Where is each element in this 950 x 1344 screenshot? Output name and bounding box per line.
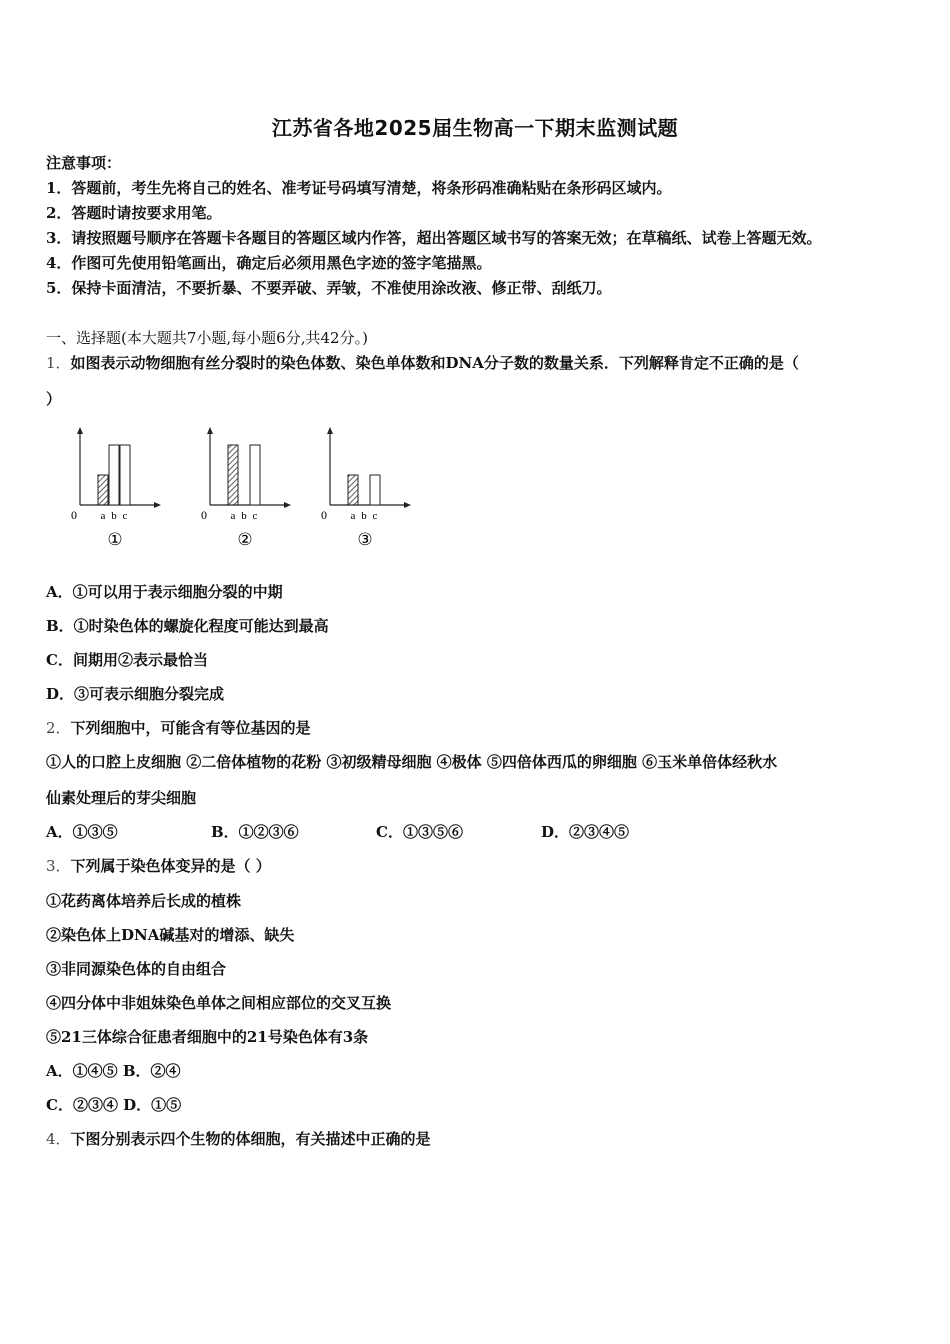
question-2-items-cont: 仙素处理后的芽尖细胞	[46, 789, 197, 807]
notice-item: 5．保持卡面清洁，不要折暴、不要弄破、弄皱，不准使用涂改液、修正带、刮纸刀。	[46, 279, 612, 297]
chart-caption: ②	[237, 530, 253, 550]
bar-chart-3	[320, 425, 420, 555]
question-text: 如图表示动物细胞有丝分裂时的染色体数、染色单体数和DNA分子数的数量关系．下列解释肯定不正确的是（	[70, 354, 799, 372]
question-1-cont: ）	[46, 390, 62, 408]
tick-label-b: b	[241, 510, 247, 522]
option-c[interactable]: C．①③⑤⑥	[376, 823, 463, 841]
y-axis-arrow	[327, 427, 333, 434]
list-item: ⑤21三体综合征患者细胞中的21号染色体有3条	[46, 1028, 369, 1046]
question-number: 1．	[46, 354, 71, 372]
notice-item: 4．作图可先使用铅笔画出，确定后必须用黑色字迹的签字笔描黑。	[46, 254, 492, 272]
option-row[interactable]: A．①④⑤ B．②④	[46, 1062, 181, 1080]
option-a[interactable]: A．①可以用于表示细胞分裂的中期	[46, 583, 283, 601]
x-axis-arrow	[284, 502, 291, 508]
option-d[interactable]: D．②③④⑤	[541, 823, 630, 841]
chart-caption: ①	[107, 530, 123, 550]
x-axis-arrow	[154, 502, 161, 508]
tick-label-a: a	[100, 510, 106, 522]
tick-label-a: a	[230, 510, 236, 522]
question-text: 下图分别表示四个生物的体细胞，有关描述中正确的是	[70, 1130, 431, 1148]
section-heading: 一、选择题(本大题共7小题,每小题6分,共42分。)	[46, 329, 368, 347]
option-d[interactable]: D．③可表示细胞分裂完成	[46, 685, 225, 703]
option-b[interactable]: B．①②③⑥	[211, 823, 299, 841]
tick-label-b: b	[361, 510, 367, 522]
axis-origin-label: 0	[321, 508, 327, 522]
question-2-items: ①人的口腔上皮细胞 ②二倍体植物的花粉 ③初级精母细胞 ④极体 ⑤四倍体西瓜的卵细胞 ⑥玉米单倍体经秋水	[46, 753, 778, 771]
question-3	[46, 855, 271, 876]
bar-a	[228, 445, 238, 505]
chart-svg	[70, 425, 170, 555]
tick-label-c: c	[122, 510, 128, 522]
question-text: 下列细胞中，可能含有等位基因的是	[70, 719, 311, 737]
list-item: ④四分体中非姐妹染色单体之间相应部位的交叉互换	[46, 994, 392, 1012]
notice-item: 3．请按照题号顺序在答题卡各题目的答题区域内作答，超出答题区域书写的答案无效；在草稿纸、试卷上答题无效。	[46, 229, 822, 247]
question-1	[46, 352, 799, 373]
question-2	[46, 717, 311, 738]
y-axis-arrow	[207, 427, 213, 434]
bar-c	[370, 475, 380, 505]
option-row[interactable]: C．②③④ D．①⑤	[46, 1096, 182, 1114]
axis-origin-label: 0	[201, 508, 207, 522]
list-item: ②染色体上DNA碱基对的增添、缺失	[46, 926, 295, 944]
bar-chart-2	[200, 425, 300, 555]
chart-svg	[320, 425, 420, 555]
question-number: 4．	[46, 1130, 71, 1148]
bar-b	[109, 445, 119, 505]
tick-label-c: c	[252, 510, 258, 522]
chart-svg	[200, 425, 300, 555]
option-c[interactable]: C．间期用②表示最恰当	[46, 651, 208, 669]
question-number: 3．	[46, 857, 71, 875]
bar-c	[120, 445, 130, 505]
y-axis-arrow	[77, 427, 83, 434]
question-text: 下列属于染色体变异的是（ ）	[70, 857, 271, 875]
tick-label-c: c	[372, 510, 378, 522]
bar-c	[250, 445, 260, 505]
notice-heading: 注意事项：	[46, 154, 122, 172]
x-axis-arrow	[404, 502, 411, 508]
question-number: 2．	[46, 719, 71, 737]
list-item: ①花药离体培养后长成的植株	[46, 892, 242, 910]
tick-label-a: a	[350, 510, 356, 522]
bar-chart-1	[70, 425, 170, 555]
notice-item: 1．答题前，考生先将自己的姓名、准考证号码填写清楚，将条形码准确粘贴在条形码区域内。	[46, 179, 672, 197]
chart-caption: ③	[357, 530, 373, 550]
bar-a	[348, 475, 358, 505]
option-b[interactable]: B．①时染色体的螺旋化程度可能达到最高	[46, 617, 329, 635]
question-4	[46, 1128, 431, 1149]
option-a[interactable]: A．①③⑤	[46, 823, 118, 841]
notice-item: 2．答题时请按要求用笔。	[46, 204, 222, 222]
list-item: ③非同源染色体的自由组合	[46, 960, 227, 978]
page-title: 江苏省各地2025届生物高一下期末监测试题	[271, 116, 679, 140]
bar-a	[98, 475, 108, 505]
axis-origin-label: 0	[71, 508, 77, 522]
tick-label-b: b	[111, 510, 117, 522]
